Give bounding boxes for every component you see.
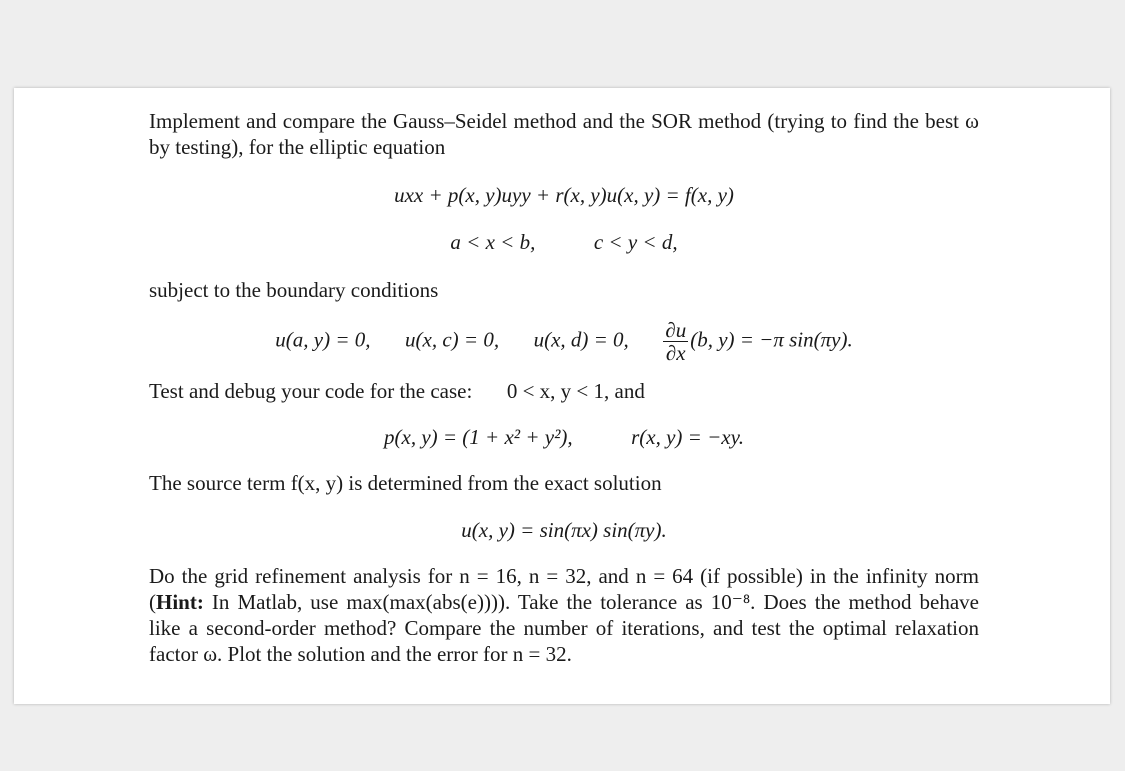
elliptic-equation: [149, 182, 979, 208]
test-case-line: [149, 378, 979, 404]
bc-2: u(x, c) = 0,: [405, 327, 500, 352]
test-case-range: 0 < x, y < 1, and: [506, 379, 645, 403]
final-text-part2: In Matlab, use max(max(abs(e)))). Take the tolerance as 10⁻⁸. Does the method behave like a second-order method? Compare the number of iterations, and test the optimal relaxation factor ω. Plot the solution and the error for n = 32.: [149, 590, 979, 666]
partial-derivative-fraction: [663, 319, 688, 364]
bc-4: (b, y) = −π sin(πy).: [690, 327, 853, 352]
r-definition: r(x, y) = −xy.: [631, 425, 744, 449]
bc-1: u(a, y) = 0,: [275, 327, 371, 352]
p-definition: p(x, y) = (1 + x² + y²),: [384, 425, 573, 449]
exact-solution-text: u(x, y) = sin(πx) sin(πy).: [461, 518, 667, 542]
problem-text: [149, 108, 979, 667]
final-text-part1: Do the grid refinement analysis for n = 16, n = 32, and n = 64 (if possible) in the infinity norm (: [149, 564, 979, 614]
exact-solution: [149, 517, 979, 543]
domain-x: a < x < b,: [450, 230, 536, 254]
bc-3: u(x, d) = 0,: [533, 327, 629, 352]
fraction-denominator: ∂x: [665, 341, 686, 365]
intro-paragraph: Implement and compare the Gauss–Seidel method and the SOR method (trying to find the best ω by testing), for the elliptic equation: [149, 109, 979, 159]
coefficient-definitions: [149, 424, 979, 450]
source-term-paragraph: The source term f(x, y) is determined from the exact solution: [149, 471, 662, 495]
test-case-text: Test and debug your code for the case:: [149, 379, 473, 403]
boundary-conditions: [149, 319, 979, 364]
boundary-intro: subject to the boundary conditions: [149, 278, 439, 302]
document-page: [14, 88, 1110, 704]
hint-label: Hint:: [156, 590, 204, 614]
fraction-numerator: ∂u: [665, 318, 687, 342]
equation-text: uxx + p(x, y)uyy + r(x, y)u(x, y) = f(x, y): [394, 183, 734, 207]
domain-conditions: [149, 229, 979, 255]
domain-y: c < y < d,: [593, 230, 678, 254]
final-paragraph: [149, 563, 979, 667]
